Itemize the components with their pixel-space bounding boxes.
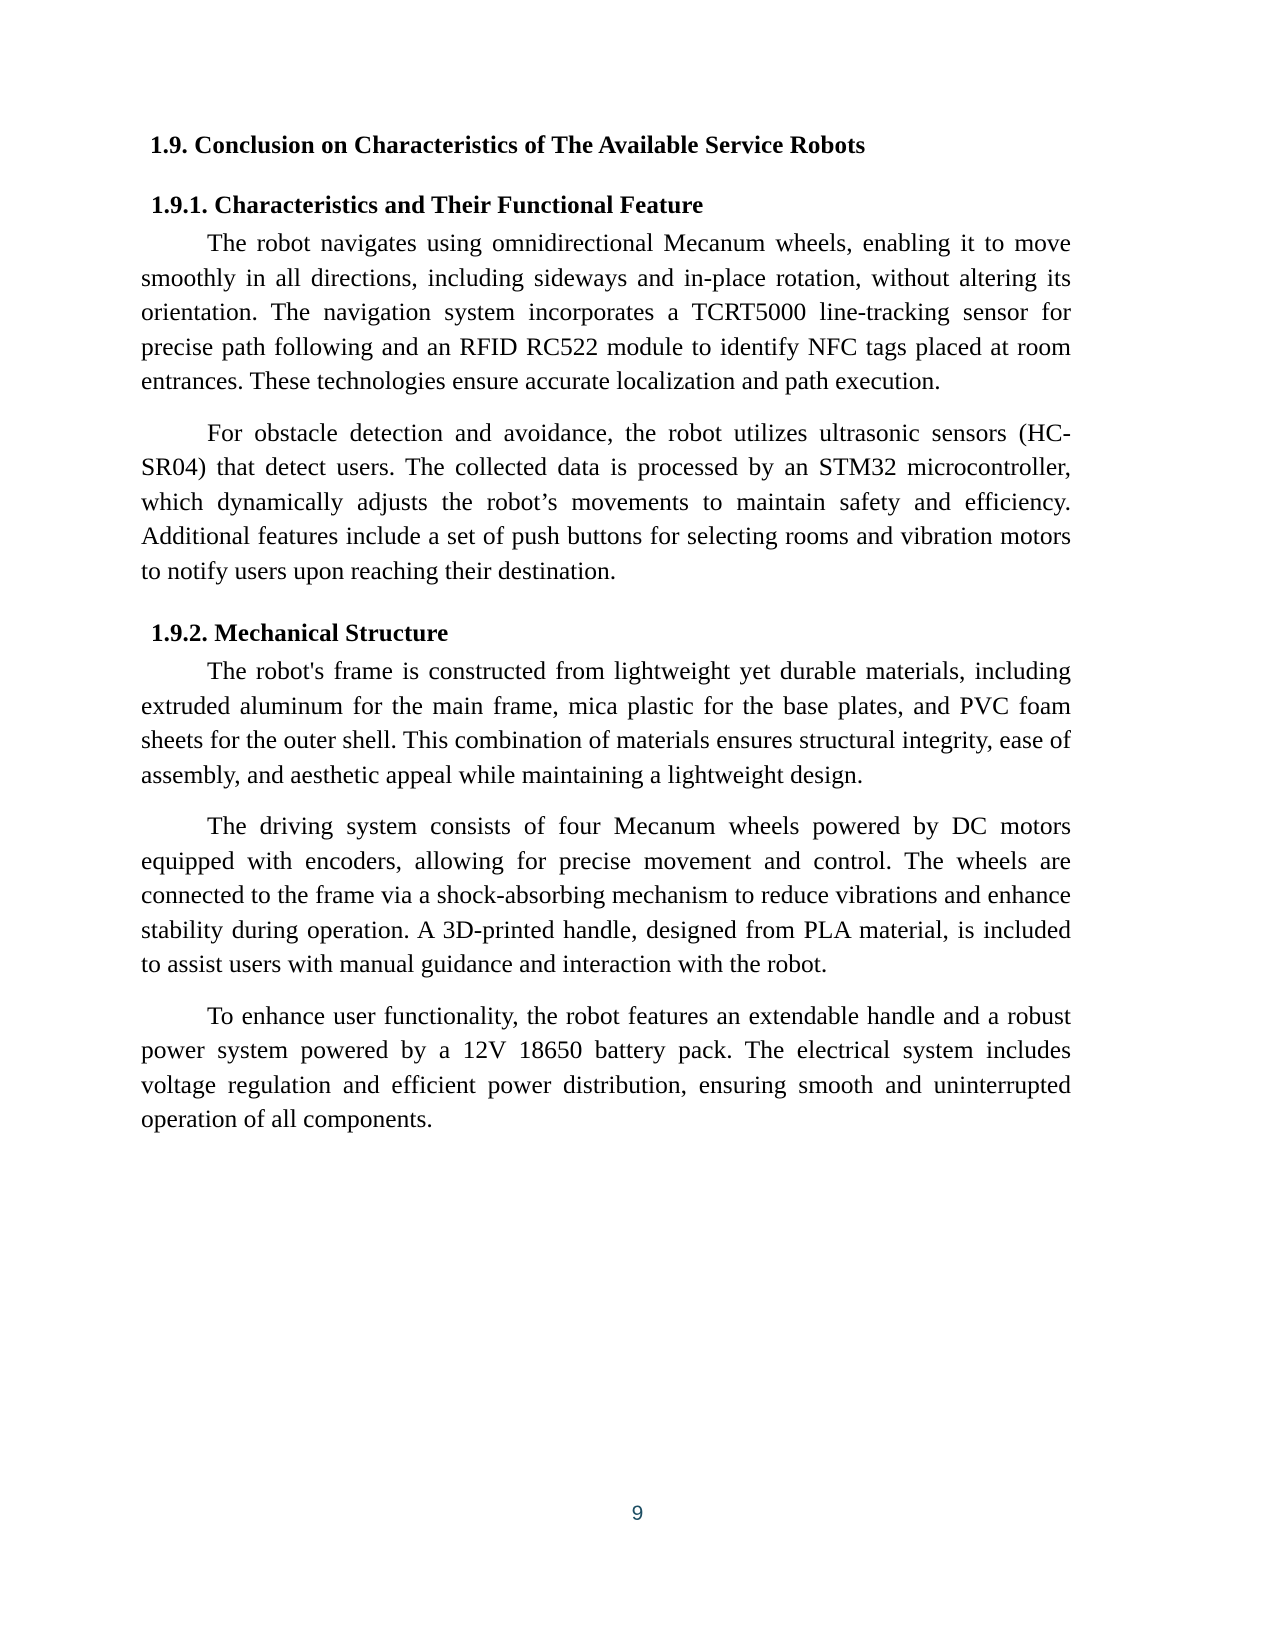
page-number: 9 [631, 1502, 644, 1525]
paragraph-driving-system: The driving system consists of four Mecanum wheels powered by DC motors equipped with encoders, allowing for precise movement and control. The wheels are connected to the frame via a shock-absorbing mechanism to reduce vibrations and enhance stability during operation. A 3D-printed handle, designed from PLA material, is included to assist users with manual guidance and interaction with the robot. [141, 811, 1071, 978]
section-heading-1-9-1: 1.9.1. Characteristics and Their Functional Feature [151, 192, 704, 219]
section-heading-1-9: 1.9. Conclusion on Characteristics of The Available Service Robots [150, 132, 866, 159]
paragraph-navigation-system: The robot navigates using omnidirectional Mecanum wheels, enabling it to move smoothly in all directions, including sideways and in-place rotation, without altering its orientation. The navigation system incorporates a TCRT5000 line-tracking sensor for precise path following and an RFID RC522 module to identify NFC tags placed at room entrances. These technologies ensure accurate localization and path execution. [141, 228, 1071, 395]
paragraph-obstacle-detection: For obstacle detection and avoidance, the robot utilizes ultrasonic sensors (HC-SR04) that detect users. The collected data is processed by an STM32 microcontroller, which dynamically adjusts the robot’s movements to maintain safety and efficiency. Additional features include a set of push buttons for selecting rooms and vibration motors to notify users upon reaching their destination. [141, 417, 1071, 585]
section-heading-1-9-2: 1.9.2. Mechanical Structure [151, 620, 449, 647]
paragraph-frame-materials: The robot's frame is constructed from lightweight yet durable materials, including extruded aluminum for the main frame, mica plastic for the base plates, and PVC foam sheets for the outer shell. This combination of materials ensures structural integrity, ease of assembly, and aesthetic appeal while maintaining a lightweight design. [141, 656, 1071, 789]
document-content [141, 130, 1071, 1137]
paragraph-power-system: To enhance user functionality, the robot features an extendable handle and a robust power system powered by a 12V 18650 battery pack. The electrical system includes voltage regulation and efficient power distribution, ensuring smooth and uninterrupted operation of all components. [141, 1000, 1071, 1133]
